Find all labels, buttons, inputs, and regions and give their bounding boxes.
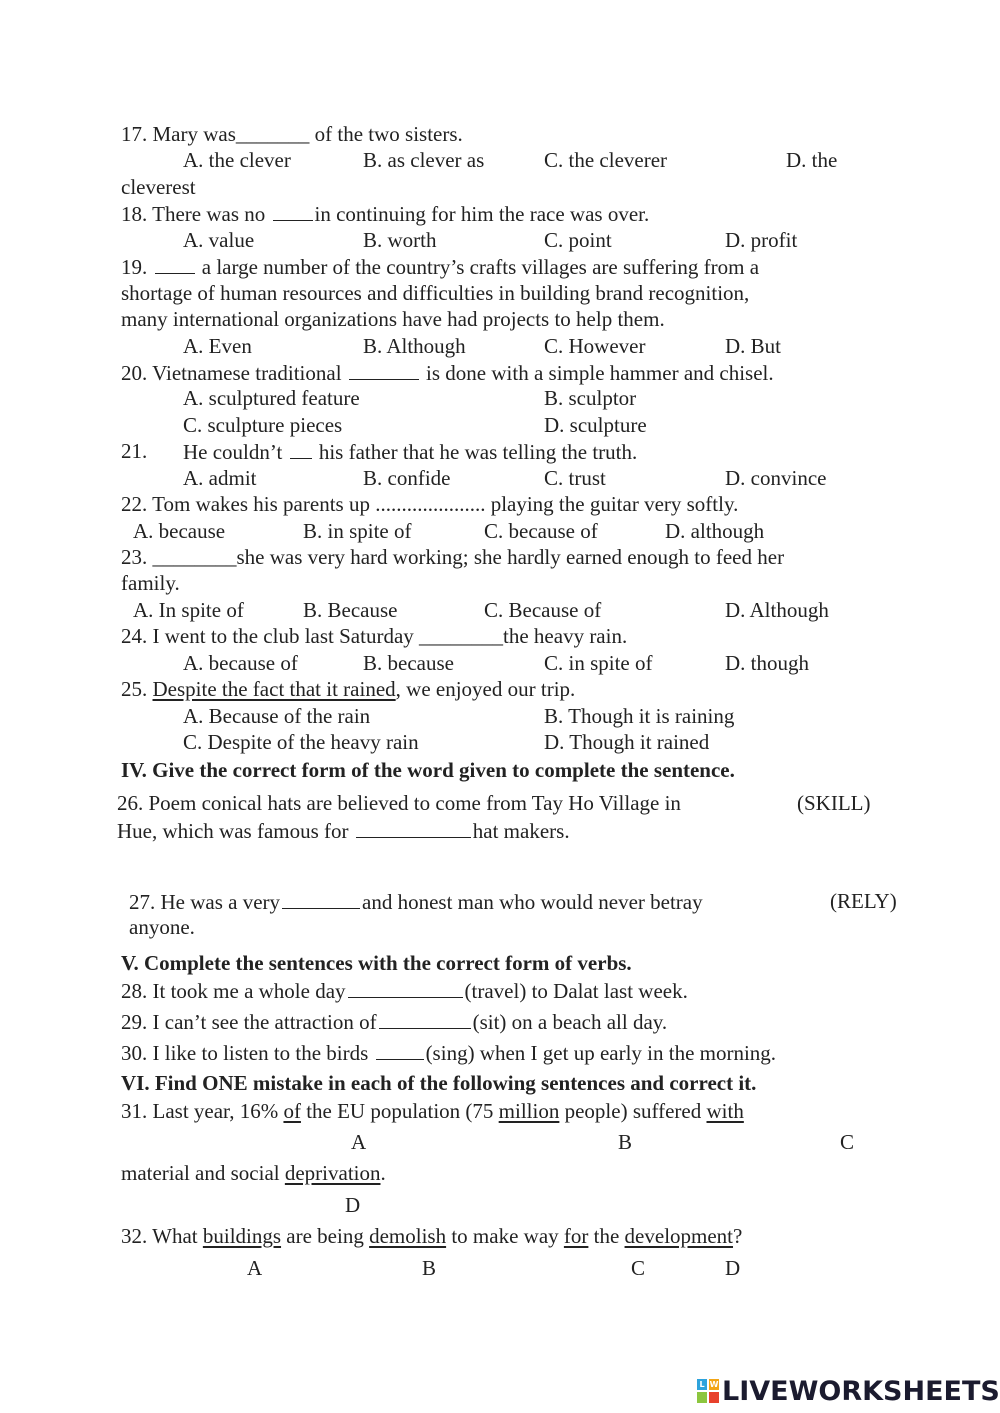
question-23-stem: 23. ________she was very hard working; she hardly earned enough to feed her — [121, 545, 785, 569]
q32-label-d: D — [725, 1256, 741, 1280]
question-26-line2 — [117, 817, 570, 844]
q19-option-a: A. Even — [183, 334, 252, 358]
question-26-line1: 26. Poem conical hats are believed to come from Tay Ho Village in — [117, 791, 681, 815]
q17-option-a: A. the clever — [183, 148, 291, 172]
q20-option-b: B. sculptor — [544, 386, 637, 410]
q25-option-a: A. Because of the rain — [183, 704, 371, 728]
q19-option-c: C. However — [544, 334, 646, 358]
q31-underlined-d: deprivation — [284, 1161, 381, 1185]
q21-option-d: D. convince — [725, 466, 827, 490]
q26-blank[interactable] — [356, 817, 471, 838]
q21-option-c: C. trust — [544, 466, 606, 490]
q18-stem-pre: 18. There was no — [121, 202, 271, 226]
q19-option-d: D. But — [725, 334, 782, 358]
q21-option-a: A. admit — [183, 466, 257, 490]
q25-option-d: D. Though it rained — [544, 730, 710, 754]
question-21-stem — [183, 438, 637, 465]
q18-stem-post: in continuing for him the race was over. — [314, 202, 650, 226]
q20-option-c: C. sculpture pieces — [183, 413, 343, 437]
question-24-stem: 24. I went to the club last Saturday ________the heavy rain. — [121, 624, 628, 648]
q27-pre: 27. He was a very — [129, 890, 281, 914]
q32-underlined-c: for — [563, 1224, 589, 1248]
question-31-line2 — [121, 1160, 386, 1186]
section-6-heading: VI. Find ONE mistake in each of the following sentences and correct it. — [121, 1071, 757, 1095]
q31-underlined-a: of — [283, 1099, 301, 1123]
q26-line2-pre: Hue, which was famous for — [117, 819, 354, 843]
question-28 — [121, 977, 688, 1004]
q18-option-b: B. worth — [363, 228, 437, 252]
q31-label-a: A — [351, 1130, 367, 1154]
q26-line2-post: hat makers. — [472, 819, 570, 843]
q23-option-d: D. Although — [725, 598, 829, 622]
q18-option-d: D. profit — [725, 228, 798, 252]
q18-blank[interactable] — [273, 200, 313, 221]
q24-option-d: D. though — [725, 651, 809, 675]
q32-underlined-d: development — [624, 1224, 734, 1248]
question-18-stem — [121, 200, 649, 227]
q23-option-c: C. Because of — [484, 598, 602, 622]
q19-stem-line3: many international organizations have had projects to help them. — [121, 307, 665, 331]
q30-pre: 30. I like to listen to the birds — [121, 1041, 374, 1065]
q18-option-a: A. value — [183, 228, 255, 252]
question-29 — [121, 1008, 667, 1035]
q27-blank[interactable] — [282, 888, 360, 909]
q19-stem-pre: 19. — [121, 255, 153, 279]
q24-option-a: A. because of — [183, 651, 298, 675]
q31-underlined-c: with — [706, 1099, 744, 1123]
q32-underlined-b: demolish — [369, 1224, 447, 1248]
q17-option-d: D. the — [786, 148, 838, 172]
q27-word-cue: (RELY) — [830, 889, 897, 913]
q32-text-1: 32. What — [121, 1224, 203, 1248]
question-31-line1 — [121, 1098, 744, 1124]
q31-label-c: C — [840, 1130, 855, 1154]
q21-option-b: B. confide — [363, 466, 451, 490]
q25-option-c: C. Despite of the heavy rain — [183, 730, 419, 754]
q30-blank[interactable] — [376, 1039, 424, 1060]
question-21-number: 21. — [121, 439, 148, 463]
q28-post: (travel) to Dalat last week. — [464, 979, 688, 1003]
question-27-line1 — [129, 888, 703, 915]
q31-line2-pre: material and social — [121, 1161, 285, 1185]
q32-text-5: ? — [733, 1224, 743, 1248]
q21-stem-post: his father that he was telling the truth. — [313, 440, 638, 464]
q25-stem-pre: 25. — [121, 677, 153, 701]
q22-option-c: C. because of — [484, 519, 598, 543]
q24-option-c: C. in spite of — [544, 651, 653, 675]
q23-stem-line2: family. — [121, 571, 180, 595]
liveworksheets-logo — [697, 1375, 1000, 1407]
q27-post: and honest man who would never betray — [362, 890, 703, 914]
q20-option-d: D. sculpture — [544, 413, 647, 437]
question-27-line2: anyone. — [129, 915, 195, 939]
q29-blank[interactable] — [379, 1008, 471, 1029]
q22-option-a: A. because — [133, 519, 226, 543]
q17-option-c: C. the cleverer — [544, 148, 668, 172]
q19-option-b: B. Although — [363, 334, 466, 358]
q32-text-3: to make way — [446, 1224, 564, 1248]
q19-stem-post: a large number of the country’s crafts villages are suffering from a — [196, 255, 760, 279]
q19-blank[interactable] — [155, 253, 195, 274]
question-20-stem — [121, 359, 774, 386]
q17-option-d-continued: cleverest — [121, 175, 196, 199]
question-25-stem — [121, 676, 575, 702]
q31-label-d: D — [345, 1193, 361, 1217]
q28-blank[interactable] — [348, 977, 463, 998]
q32-text-4: the — [588, 1224, 625, 1248]
q23-option-a: A. In spite of — [133, 598, 244, 622]
q31-text-2: the EU population (75 — [300, 1099, 499, 1123]
q25-underlined-phrase: Despite the fact that it rained — [152, 677, 396, 701]
q19-stem-line2: shortage of human resources and difficulties in building brand recognition, — [121, 281, 750, 305]
q31-underlined-b: million — [498, 1099, 560, 1123]
q25-stem-post: , we enjoyed our trip. — [395, 677, 576, 701]
q17-option-b: B. as clever as — [363, 148, 485, 172]
q20-stem-pre: 20. Vietnamese traditional — [121, 361, 347, 385]
q26-word-cue: (SKILL) — [797, 791, 871, 815]
q22-option-d: D. although — [665, 519, 765, 543]
q32-label-b: B — [422, 1256, 437, 1280]
q31-text-3: people) suffered — [559, 1099, 707, 1123]
q31-text-1: 31. Last year, 16% — [121, 1099, 284, 1123]
q32-underlined-a: buildings — [202, 1224, 282, 1248]
q20-option-a: A. sculptured feature — [183, 386, 360, 410]
q31-label-b: B — [618, 1130, 633, 1154]
liveworksheets-logo-icon: L W — [697, 1379, 719, 1403]
q29-pre: 29. I can’t see the attraction of — [121, 1010, 377, 1034]
liveworksheets-logo-text: LIVEWORKSHEETS — [722, 1375, 1000, 1407]
question-22-stem: 22. Tom wakes his parents up ..................... playing the guitar very softly. — [121, 492, 739, 516]
q32-label-c: C — [631, 1256, 646, 1280]
q28-pre: 28. It took me a whole day — [121, 979, 346, 1003]
q20-stem-post: is done with a simple hammer and chisel. — [420, 361, 774, 385]
q21-stem-pre: He couldn’t — [183, 440, 288, 464]
question-17-stem: 17. Mary was_______ of the two sisters. — [121, 122, 463, 146]
q22-option-b: B. in spite of — [303, 519, 412, 543]
section-4-heading: IV. Give the correct form of the word given to complete the sentence. — [121, 758, 735, 782]
q31-line2-post: . — [380, 1161, 386, 1185]
q29-post: (sit) on a beach all day. — [472, 1010, 668, 1034]
q24-option-b: B. because — [363, 651, 454, 675]
q18-option-c: C. point — [544, 228, 612, 252]
q20-blank[interactable] — [349, 359, 419, 380]
q32-text-2: are being — [281, 1224, 370, 1248]
section-5-heading: V. Complete the sentences with the correct form of verbs. — [121, 951, 632, 975]
question-30 — [121, 1039, 776, 1066]
question-19-stem — [121, 253, 759, 280]
q30-post: (sing) when I get up early in the morning. — [425, 1041, 777, 1065]
q23-option-b: B. Because — [303, 598, 398, 622]
question-32 — [121, 1223, 742, 1249]
q32-label-a: A — [247, 1256, 263, 1280]
q21-blank[interactable] — [290, 438, 312, 459]
q25-option-b: B. Though it is raining — [544, 704, 735, 728]
